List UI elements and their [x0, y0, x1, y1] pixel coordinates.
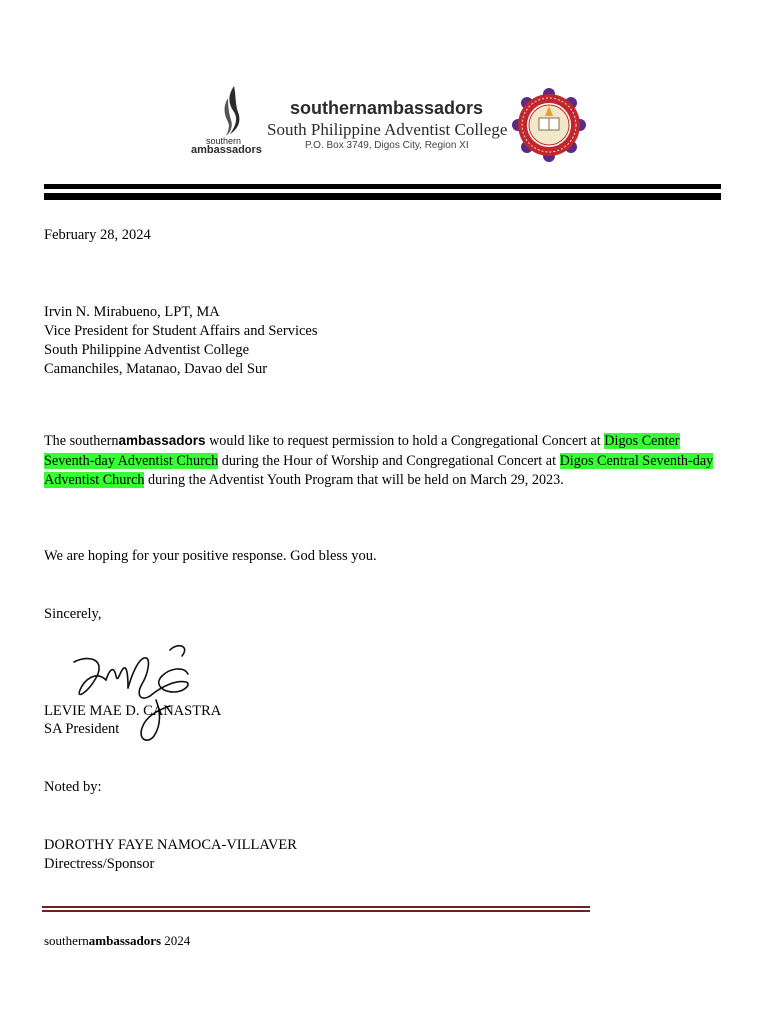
footer-brand: ambassadors	[88, 933, 162, 948]
logo-text-line2: ambassadors	[191, 144, 262, 156]
noter-title: Directress/Sponsor	[44, 856, 155, 872]
venue-2-highlight: Digos Central Seventh-day Adventist Church	[44, 452, 714, 488]
footer-rule-2	[42, 910, 590, 912]
college-name: South Philippine Adventist College	[267, 120, 508, 139]
letter-date: February 28, 2024	[44, 227, 151, 243]
body-text-a: The southern	[44, 433, 119, 449]
signer-name: LEVIE MAE D. CANASTRA	[44, 703, 222, 719]
body-text-c: during the Hour of Worship and Congregational Concert at	[218, 452, 560, 469]
noter-name: DOROTHY FAYE NAMOCA-VILLAVER	[44, 837, 297, 853]
recipient-block	[44, 303, 318, 379]
signer-title: SA President	[44, 721, 120, 737]
noted-by-label: Noted by:	[44, 779, 102, 795]
body-paragraph	[44, 431, 724, 491]
college-seal-icon	[512, 88, 586, 162]
venue-1-highlight: Digos Center Seventh-day Adventist Church	[44, 433, 680, 469]
recipient-institution: South Philippine Adventist College	[44, 342, 250, 358]
body-text-d: during the Adventist Youth Program that will be held on March 29, 2023.	[144, 472, 564, 488]
body-text-b: would like to request permission to hold a Congregational Concert at	[205, 433, 605, 449]
recipient-name: Irvin N. Mirabueno, LPT, MA	[44, 304, 220, 320]
footer-rule-1	[42, 906, 590, 908]
org-name: southernambassadors	[290, 98, 484, 118]
recipient-position: Vice President for Student Affairs and Services	[44, 323, 318, 339]
complimentary-close: Sincerely,	[44, 606, 102, 622]
org-logo	[190, 84, 274, 158]
footer-year: 2024	[161, 933, 191, 948]
letterhead-rule-thick	[44, 193, 721, 200]
recipient-address: Camanchiles, Matanao, Davao del Sur	[44, 361, 268, 377]
college-address: P.O. Box 3749, Digos City, Region XI	[305, 140, 469, 151]
logo-text-line1: southern	[206, 136, 242, 146]
footer-prefix: southern	[44, 933, 89, 948]
body-brand: ambassadors	[118, 433, 206, 448]
letterhead-rule-thin	[44, 184, 721, 189]
closing-line: We are hoping for your positive response. God bless you.	[44, 548, 377, 564]
footer-text	[44, 931, 190, 950]
